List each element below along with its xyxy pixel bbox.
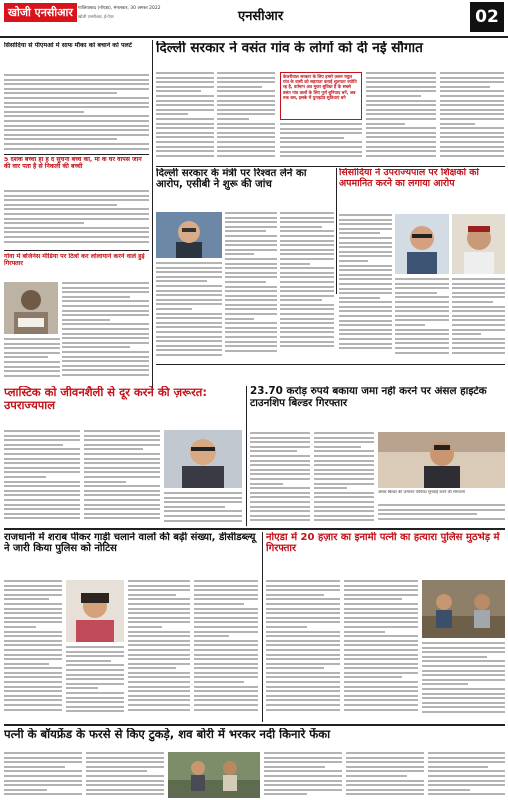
noida-body-col3 [422, 642, 505, 722]
bottom-body-col4 [346, 752, 424, 798]
plastic-headline: प्लास्टिक को जीवनशैली से दूर करने की ज़रूरत: उपराज्यपाल [4, 386, 207, 412]
builder-body-col2 [314, 432, 374, 526]
noida-body-col2 [344, 580, 418, 722]
builder-caption: अंसल बिल्डर की ज़मानत याचिका सुनवाई करने की संभावना [378, 490, 465, 494]
plastic-body-col1 [4, 430, 80, 526]
liquor-photo [66, 580, 124, 642]
liquor-body-col1 [4, 580, 62, 722]
minister-body-col2 [280, 212, 334, 362]
divider [156, 166, 505, 167]
story-left2-body [4, 190, 149, 248]
liquor-body-col2 [66, 646, 124, 722]
builder-headline: 23.70 करोड़ रुपये बकाया जमा नहीं करने पर अंसल हाइटेक टाउनशिप बिल्डर गिरफ्तार [250, 386, 487, 409]
liquor-story [4, 532, 258, 576]
column-divider [246, 386, 247, 526]
lead-headline: दिल्ली सरकार ने वसंत गांव के लोगों को दी नई सौगात [156, 41, 423, 56]
liquor-headline: राजधानी में शराब पीकर गाड़ी चलाने वालों की बढ़ी संख्या, डीसीडब्ल्यू ने जारी किया पुलिस को नोटिस [4, 532, 256, 555]
lead-pullquote: केजरीवाल सरकार के लिए हमारे ज़रूर फ्युल गांव के वासी को सहायता कराई शूलपता ज्योति रह है, वर्तमान अव मुफ़्त सुविधा है के सबसे वसंत गांव वालों के लिए पूर्ण बुनियाद बनें, अब रुक बस, इसके में युनाइटेड सुविधाएं बने [283, 75, 357, 101]
bottom-body-col5 [428, 752, 505, 798]
dateline: गाजियाबाद (नोएडा), मंगलवार, 30 अगस्त 2022 [78, 6, 161, 11]
liquor-body-col3 [128, 580, 190, 722]
column-divider [262, 532, 263, 722]
story-left2-headline: 5 दर्शक बच्ची हो हैं दे सुचना बच्चे को, माँ के घर वापस जाने की वार पता है से निकली की बच्ची [4, 157, 142, 170]
section-title: एनसीआर [238, 9, 284, 24]
story-left3-body [62, 282, 149, 382]
sisodia-photo-1 [395, 214, 449, 274]
story-left1-headline: सिसोदिया से पीएमओ में साफ मौका को बचाने को पलटें [4, 42, 132, 49]
sisodia-photo-2 [452, 214, 505, 274]
brand-logo: खोजी एनसीआर [4, 3, 77, 22]
story-left1-body [4, 74, 149, 152]
lead-body-col5 [440, 72, 504, 164]
story-left3 [4, 253, 149, 279]
bottom-photo [168, 752, 260, 798]
divider [4, 528, 505, 530]
minister-story [156, 168, 334, 208]
page-number: 02 [470, 2, 504, 32]
plastic-body-col2 [84, 430, 160, 526]
sisodia-body-col1 [339, 214, 392, 362]
bottom-body-col1 [4, 752, 82, 798]
lead-pullquote-box [280, 72, 362, 120]
lead-body-col3 [280, 123, 362, 164]
minister-body-col1 [225, 212, 277, 362]
builder-story [250, 386, 505, 428]
masthead [0, 0, 508, 38]
plastic-photo [164, 430, 242, 488]
divider [4, 724, 505, 726]
noida-headline: नोएडा में 20 हज़ार का इनामी पत्नी का हत्यारा पुलिस मुठभेड़ में गिरफ्तार [266, 532, 500, 555]
sisodia-story [339, 168, 505, 210]
divider [156, 364, 505, 365]
divider [4, 154, 149, 155]
story-left2 [4, 157, 149, 187]
edition-note: खोजी एनसीआर, ई-पेपर [78, 14, 114, 19]
bottom-headline: पत्नी के बॉयफ्रेंड के फरसे से किए टुकड़े, शव बोरी में भरकर नदी किनारे फेंका [4, 728, 331, 741]
liquor-body-col4 [194, 580, 258, 722]
builder-photo [378, 432, 505, 488]
story-left1 [4, 42, 149, 72]
sisodia-body-col2 [395, 278, 449, 362]
story-left3-headline: गोवा में बजिनेस मीडिया पर ठित्रों कर लोलायाने करने वाले हुई गिरफ्तार [4, 253, 145, 268]
lead-body-col2 [217, 72, 275, 164]
bottom-story [4, 728, 505, 748]
noida-body-col1 [266, 580, 340, 722]
sisodia-headline: सिसोदिया ने उपराज्यपाल पर शिक्षकों को अपमानित करने का लगाया आरोप [339, 168, 479, 189]
minister-headline: दिल्ली सरकार के मंत्री पर रिश्वत लेने का आरोप, एसीबी ने शुरू की जांच [156, 168, 307, 191]
lead-body-col1 [156, 72, 214, 164]
noida-story [266, 532, 505, 576]
story-left3-photo [4, 282, 58, 334]
plastic-body-col3 [164, 492, 242, 526]
column-divider [152, 40, 153, 394]
sisodia-body-col3 [452, 278, 505, 362]
bottom-body-col2 [86, 752, 164, 798]
minister-photo [156, 212, 222, 258]
builder-body-col3 [378, 504, 505, 526]
builder-body-col1 [250, 432, 310, 526]
lead-body-col4 [366, 72, 436, 164]
minister-body-col0 [156, 262, 222, 362]
bottom-body-col3 [264, 752, 342, 798]
lead-story [156, 41, 505, 69]
story-left3-body-cont [4, 338, 60, 382]
column-divider [336, 168, 337, 294]
plastic-story [4, 386, 242, 426]
divider [4, 250, 149, 251]
noida-photo [422, 580, 505, 638]
